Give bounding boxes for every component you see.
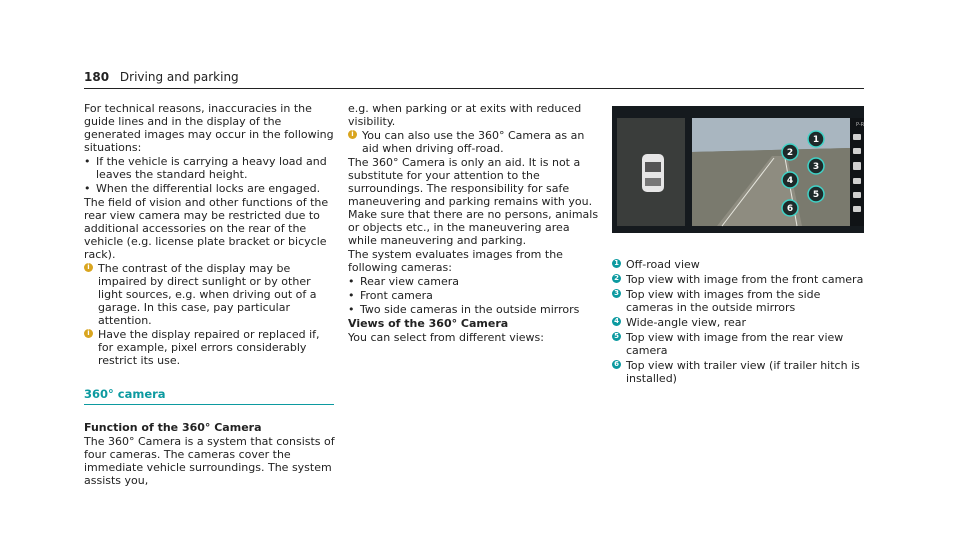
image-callout-number: 4 (786, 176, 794, 186)
note-text: You can also use the 360° Camera as an aid when driving off-road. (362, 129, 585, 155)
intro-paragraph: For technical reasons, inaccuracies in the guide lines and in the display of the generated images may occur in the following situations: (84, 102, 334, 154)
header-divider (84, 88, 864, 89)
legend-number-badge: 5 (612, 332, 621, 341)
page-header (84, 70, 239, 84)
paragraph: The system evaluates images from the following cameras: (348, 248, 563, 274)
list-item: • If the vehicle is carrying a heavy load and leaves the standard height. (84, 155, 336, 181)
image-callout-number: 1 (812, 135, 820, 145)
legend-number-badge: 1 (612, 259, 621, 268)
legend-number-badge: 6 (612, 360, 621, 369)
page-number: 180 (84, 70, 110, 84)
image-callout-number: 2 (786, 148, 794, 158)
legend-number-badge: 4 (612, 317, 621, 326)
info-icon: i (84, 329, 93, 338)
legend-item (612, 288, 864, 314)
legend-list (612, 258, 864, 387)
legend-text: Top view with trailer view (if trailer hitch is installed) (626, 359, 860, 385)
info-icon: i (348, 130, 357, 139)
column-left (84, 102, 336, 488)
subheading: Function of the 360° Camera (84, 421, 262, 434)
note (84, 262, 336, 327)
legend-text: Wide-angle view, rear (626, 316, 747, 329)
image-callout-number: 3 (812, 162, 820, 172)
image-callout-number: 6 (786, 204, 794, 214)
info-icon: i (84, 263, 93, 272)
legend-number-badge: 2 (612, 274, 621, 283)
camera-display-image (612, 106, 864, 233)
paragraph: The 360° Camera is a system that consists of four cameras. The cameras cover the immediate vehicle surroundings. The system assists you, (84, 435, 335, 487)
chapter-title: Driving and parking (119, 70, 239, 84)
paragraph: The field of vision and other functions of the rear view camera may be restricted due to additional accessories on the rear of the vehicle (e.g. license plate bracket or bicycle rack). (84, 196, 329, 261)
paragraph: The 360° Camera is only an aid. It is not a substitute for your attention to the surroundings. The responsibility for safe maneuvering and parking remains with you. Make sure that there are no persons, animals or objects etc., in the maneuvering area while maneuvering and parking. (348, 156, 599, 247)
legend-item (612, 331, 864, 357)
column-middle (348, 102, 600, 345)
legend-number-badge: 3 (612, 289, 621, 298)
list-item: • Front camera (348, 289, 600, 302)
legend-item (612, 359, 864, 385)
list-item: • Rear view camera (348, 275, 600, 288)
screen-status-label: P-R (856, 122, 864, 128)
legend-text: Top view with image from the front camera (626, 273, 864, 286)
legend-text: Top view with images from the side cameras in the outside mirrors (626, 288, 821, 314)
legend-text: Off-road view (626, 258, 700, 271)
note-text: Have the display repaired or replaced if, for example, pixel errors considerably restrict its use. (98, 328, 320, 367)
list-item: • When the differential locks are engaged. (84, 182, 336, 195)
subheading: Views of the 360° Camera (348, 317, 509, 330)
paragraph: e.g. when parking or at exits with reduced visibility. (348, 102, 582, 128)
legend-text: Top view with image from the rear view camera (626, 331, 844, 357)
section-divider (84, 404, 334, 405)
note (84, 328, 336, 367)
legend-item (612, 316, 864, 329)
list-item: • Two side cameras in the outside mirrors (348, 303, 600, 316)
section-title: 360° camera (84, 387, 166, 401)
paragraph: You can select from different views: (348, 331, 544, 344)
note-text: The contrast of the display may be impaired by direct sunlight or by other light sources, e.g. when driving out of a garage. In this case, pay particular attention. (98, 262, 317, 327)
legend-item (612, 273, 864, 286)
note (348, 129, 600, 155)
image-callout-number: 5 (812, 190, 820, 200)
legend-item (612, 258, 864, 271)
